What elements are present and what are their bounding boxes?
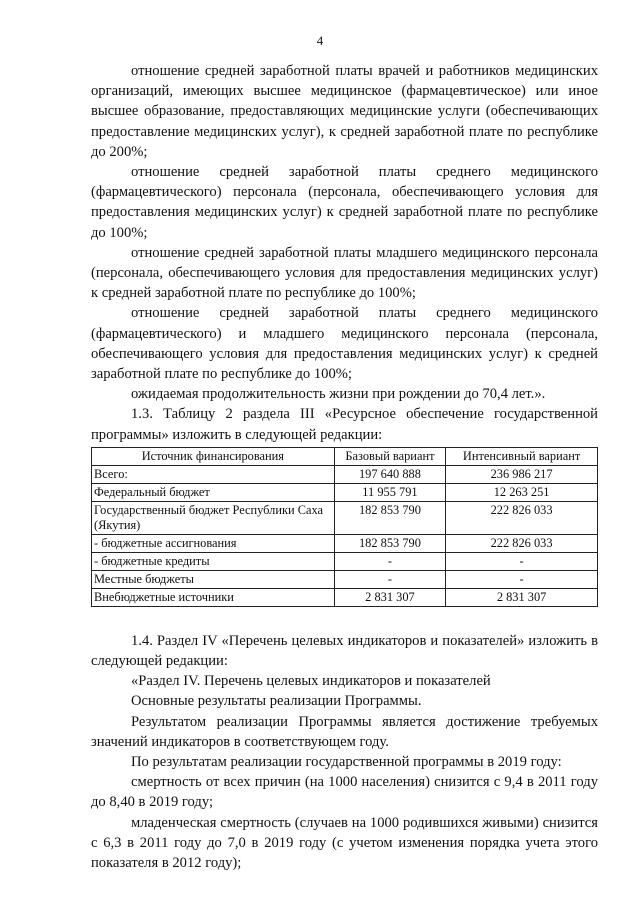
cell-base: 11 955 791 (334, 483, 445, 501)
paragraph: По результатам реализации государственной программы в 2019 году: (131, 754, 562, 771)
table-header-row (92, 447, 598, 465)
table-row (92, 501, 598, 534)
cell-intensive: 222 826 033 (446, 534, 598, 552)
paragraph: отношение средней заработной платы среднего медицинского (фармацевтического) и младшего медицинского персонала (персонала, обеспечивающего условия для предоставления медицинских услуг) к средней заработной плате по республике до 100%; (91, 305, 598, 383)
cell-source: - бюджетные кредиты (92, 552, 335, 570)
cell-base: 197 640 888 (334, 465, 445, 483)
cell-source: Местные бюджеты (92, 570, 335, 588)
cell-intensive: - (446, 552, 598, 570)
cell-source: Федеральный бюджет (92, 483, 335, 501)
cell-base: 182 853 790 (334, 534, 445, 552)
cell-base: 2 831 307 (334, 588, 445, 606)
table-row (92, 570, 598, 588)
section-heading: «Раздел IV. Перечень целевых индикаторов и показателей (131, 673, 491, 690)
paragraph: смертность от всех причин (на 1000 населения) снизится с 9,4 в 2011 году до 8,40 в 2019 году; (91, 774, 598, 811)
cell-intensive: 12 263 251 (446, 483, 598, 501)
table-row (92, 465, 598, 483)
cell-intensive: - (446, 570, 598, 588)
header-source: Источник финансирования (92, 447, 335, 465)
cell-intensive: 236 986 217 (446, 465, 598, 483)
paragraph: Результатом реализации Программы является достижение требуемых значений индикаторов в соответствующем году. (91, 713, 598, 750)
table-row (92, 588, 598, 606)
table-row (92, 534, 598, 552)
table-row (92, 483, 598, 501)
paragraph: 1.3. Таблицу 2 раздела III «Ресурсное обеспечение государственной программы» изложить в следующей редакции: (91, 406, 598, 443)
cell-intensive: 222 826 033 (446, 501, 598, 534)
cell-intensive: 2 831 307 (446, 588, 598, 606)
document-body (91, 61, 598, 873)
header-intensive-variant: Интенсивный вариант (446, 447, 598, 465)
paragraph: отношение средней заработной платы младшего медицинского персонала (персонала, обеспечивающего условия для предоставления медицинских услуг) к средней заработной плате по республике до 100%; (91, 244, 598, 302)
paragraph: 1.4. Раздел IV «Перечень целевых индикаторов и показателей» изложить в следующей редакции: (91, 632, 598, 670)
cell-base: - (334, 552, 445, 570)
funding-table (91, 447, 598, 607)
paragraph: Основные результаты реализации Программы. (131, 693, 422, 710)
paragraph: отношение средней заработной платы врачей и работников медицинских организаций, имеющих высшее медицинское (фармацевтическое) или иное высшее образование, предоставляющих медицинские услуги (обеспечивающих предоставление медицинских услуг), к средней заработной плате по республике до 200%; (91, 63, 598, 160)
cell-source: - бюджетные ассигнования (92, 534, 335, 552)
paragraph: ожидаемая продолжительность жизни при рождении до 70,4 лет.». (131, 386, 546, 403)
cell-base: 182 853 790 (334, 501, 445, 534)
paragraph: младенческая смертность (случаев на 1000 родившихся живыми) снизится с 6,3 в 2011 году до 7,0 в 2019 году (с учетом изменения порядка учета этого показателя в 2012 году); (91, 814, 598, 872)
table-row (92, 552, 598, 570)
cell-source: Внебюджетные источники (92, 588, 335, 606)
cell-source: Всего: (92, 465, 335, 483)
cell-source: Государственный бюджет Республики Саха (Якутия) (92, 501, 335, 534)
paragraph: отношение средней заработной платы среднего медицинского (фармацевтического) персонала (персонала, обеспечивающего условия для предоставления медицинских услуг) к средней заработной плате по республике до 100%; (91, 164, 598, 241)
cell-base: - (334, 570, 445, 588)
page-number: 4 (316, 33, 324, 48)
header-base-variant: Базовый вариант (334, 447, 445, 465)
